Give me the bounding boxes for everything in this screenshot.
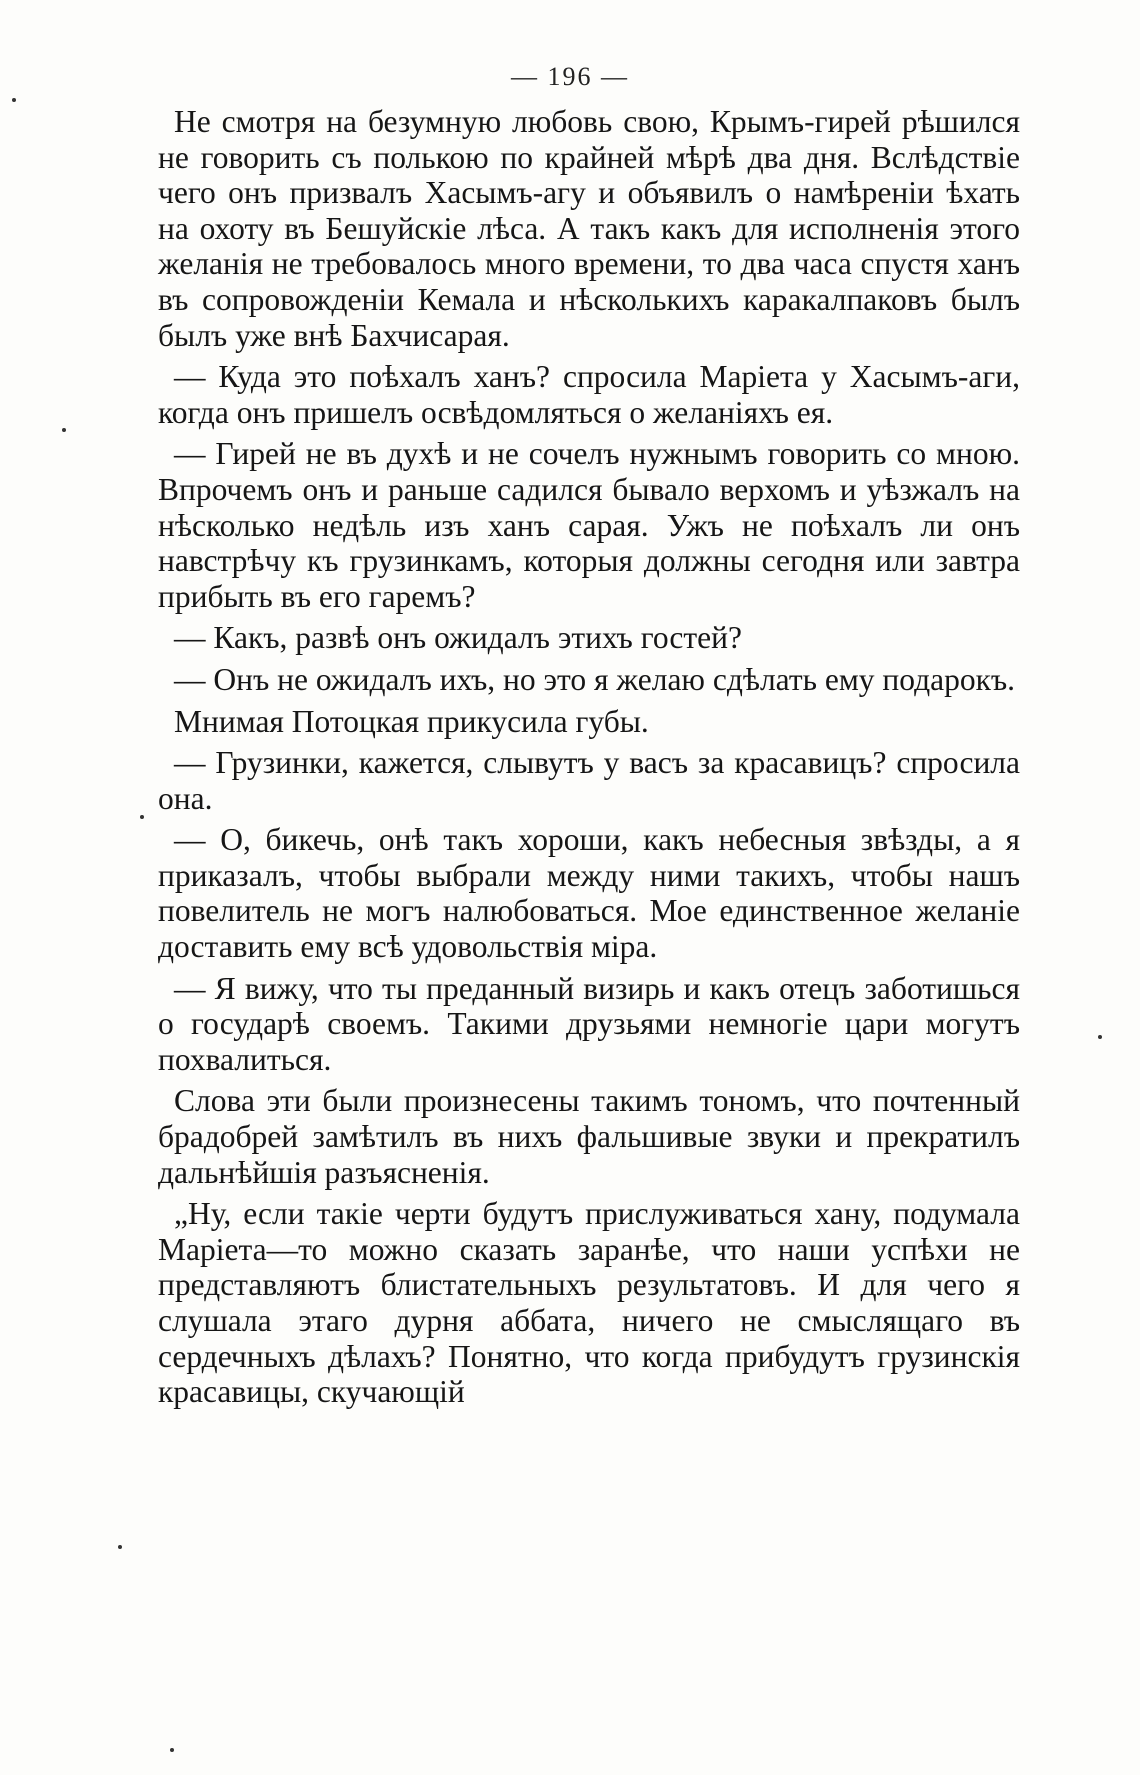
paragraph: — Грузинки, кажется, слывутъ у васъ за красавицъ? спросила она. xyxy=(158,745,1020,816)
margin-speck xyxy=(140,815,144,819)
paragraph: — Онъ не ожидалъ ихъ, но это я желаю сдѣлать ему подарокъ. xyxy=(174,661,1016,697)
margin-speck xyxy=(12,98,16,102)
margin-speck xyxy=(170,1748,174,1752)
body-text xyxy=(158,104,1020,1416)
paragraph: — Какъ, развѣ онъ ожидалъ этихъ гостей? xyxy=(174,620,742,656)
margin-speck xyxy=(62,428,66,432)
margin-speck xyxy=(118,1545,122,1549)
paragraph: Не смотря на безумную любовь свою, Крымъ-гирей рѣшился не говорить съ полькою по крайней мѣрѣ два дня. Вслѣдствіе чего онъ призвалъ Хасымъ-агу и объявилъ о намѣреніи ѣхать на охоту въ Бешуйскіе лѣса. А такъ какъ для исполненія этого желанія не требовалось много времени, то два часа спустя ханъ въ сопровожденіи Кемала и нѣсколькихъ каракалпаковъ былъ былъ уже внѣ Бахчисарая. xyxy=(158,104,1020,353)
paragraph: — Куда это поѣхалъ ханъ? спросила Маріета у Хасымъ-аги, когда онъ пришелъ освѣдомляться о желаніяхъ ея. xyxy=(158,359,1020,430)
margin-speck xyxy=(1098,1035,1102,1039)
paragraph: „Ну, если такіе черти будутъ прислуживаться хану, подумала Маріета—то можно сказать заранѣе, что наши успѣхи не представляютъ блистательныхъ результатовъ. И для чего я слушала этаго дурня аббата, ничего не смыслящаго въ сердечныхъ дѣлахъ? Понятно, что когда прибудутъ грузинскія красавицы, скучающій xyxy=(158,1196,1020,1410)
paragraph: — Гирей не въ духѣ и не сочелъ нужнымъ говорить со мною. Впрочемъ онъ и раньше садился бывало верхомъ и уѣзжалъ на нѣсколько недѣль изъ ханъ сарая. Ужъ не поѣхалъ ли онъ навстрѣчу къ грузинкамъ, которыя должны сегодня или завтра прибыть въ его гаремъ? xyxy=(158,436,1020,614)
paragraph: — О, бикечь, онѣ такъ хороши, какъ небесныя звѣзды, а я приказалъ, чтобы выбрали между ними такихъ, чтобы нашъ повелитель не могъ налюбоваться. Мое единственное желаніе доставить ему всѣ удовольствія міра. xyxy=(158,822,1020,965)
paragraph: Мнимая Потоцкая прикусила губы. xyxy=(174,703,649,739)
paragraph: — Я вижу, что ты преданный визирь и какъ отецъ заботишься о государѣ своемъ. Такими друзьями немногіе цари могутъ похвалиться. xyxy=(158,970,1020,1077)
page-number: — 196 — xyxy=(511,62,629,91)
paragraph: Слова эти были произнесены такимъ тономъ, что почтенный брадобрей замѣтилъ въ нихъ фальшивые звуки и прекратилъ дальнѣйшія разъясненія. xyxy=(158,1083,1020,1190)
